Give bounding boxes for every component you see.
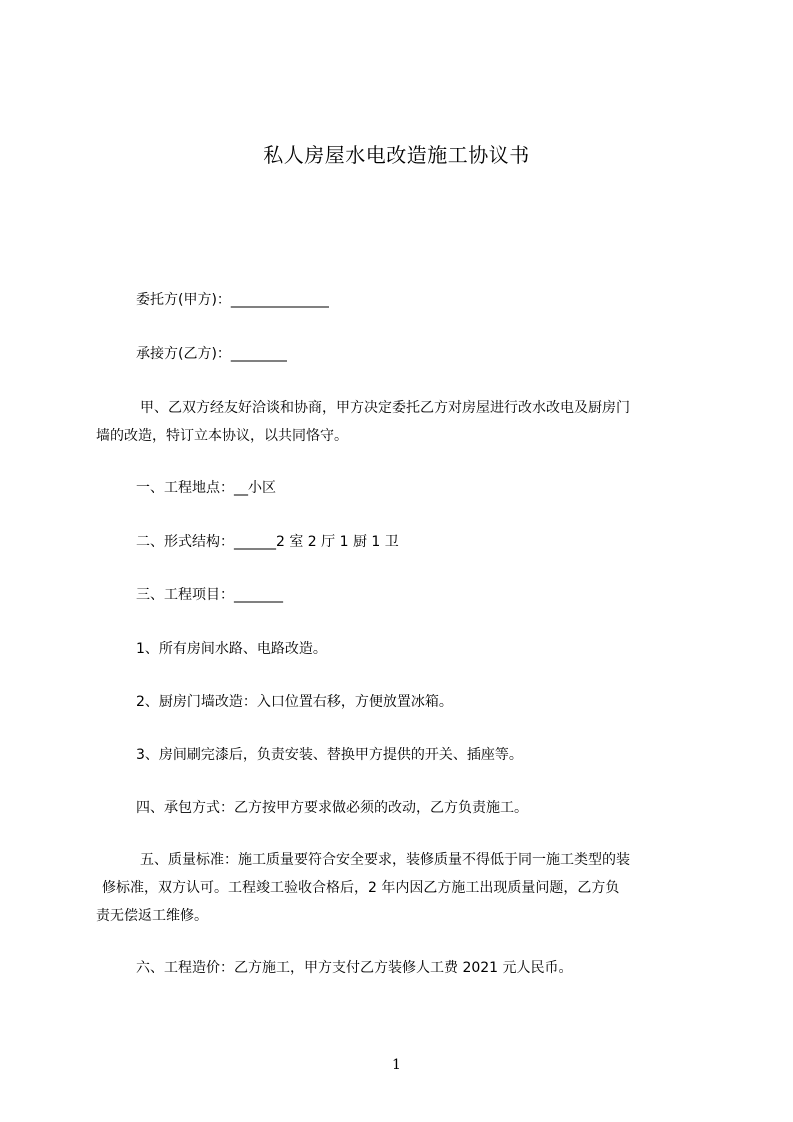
- page-number: 1: [392, 1057, 401, 1073]
- document-title: 私人房屋水电改造施工协议书: [263, 143, 530, 167]
- clause-location: 一、工程地点：__小区: [136, 480, 276, 496]
- party-a-line: 委托方(甲方)：______________: [136, 292, 329, 308]
- clause-project: 三、工程项目：_______: [136, 587, 283, 603]
- quality-line-2: 修标准，双方认可。工程竣工验收合格后，2 年内因乙方施工出现质量问题，乙方负: [102, 880, 620, 896]
- clause-price: 六、工程造价：乙方施工，甲方支付乙方装修人工费 2021 元人民币。: [136, 960, 573, 976]
- project-item-2: 2、厨房门墙改造：入口位置右移，方便放置冰箱。: [136, 694, 453, 710]
- clause-contract-method: 四、承包方式：乙方按甲方要求做必须的改动，乙方负责施工。: [136, 800, 528, 816]
- clause-structure: 二、形式结构：______2 室 2 厅 1 厨 1 卫: [136, 534, 399, 550]
- intro-paragraph: [96, 394, 630, 450]
- quality-line-3: 责无偿返工维修。: [96, 908, 208, 924]
- intro-line-1: 甲、乙双方经友好洽谈和协商，甲方决定委托乙方对房屋进行改水改电及厨房门: [140, 400, 630, 416]
- intro-line-2: 墙的改造，特订立本协议，以共同恪守。: [96, 428, 348, 444]
- project-item-1: 1、所有房间水路、电路改造。: [136, 641, 327, 657]
- party-b-line: 承接方(乙方)：________: [136, 346, 287, 362]
- clause-quality: [96, 846, 630, 930]
- quality-line-1: 五、质量标准：施工质量要符合安全要求，装修质量不得低于同一施工类型的装: [140, 852, 630, 868]
- project-item-3: 3、房间刷完漆后，负责安装、替换甲方提供的开关、插座等。: [136, 747, 523, 763]
